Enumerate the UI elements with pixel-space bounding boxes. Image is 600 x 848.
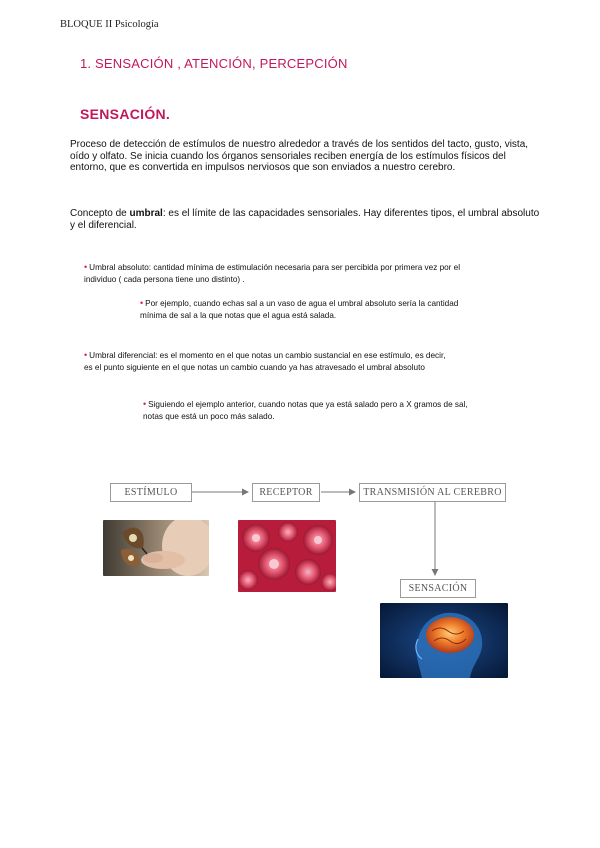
section-title: 1. SENSACIÓN , ATENCIÓN, PERCEPCIÓN xyxy=(80,56,348,71)
bullet-text: Umbral absoluto: cantidad mínima de estimulación necesaria para ser percibida por primera vez por el individuo ( cada persona tiene uno distinto) . xyxy=(84,263,461,284)
bullet-text: Umbral diferencial: es el momento en el que notas un cambio sustancial en ese estímulo, es decir, es el punto siguiente en el que notas un cambio cuando ya has atravesado el umbral absoluto xyxy=(84,351,446,372)
brain-photo xyxy=(380,603,508,678)
bullet-dot-icon: • xyxy=(84,350,88,360)
butterfly-on-hand-photo xyxy=(103,520,209,576)
box-receptor: RECEPTOR xyxy=(252,483,320,502)
subheading-sensacion: SENSACIÓN. xyxy=(80,106,171,122)
bullet-dot-icon: • xyxy=(140,298,144,308)
threshold-term: umbral xyxy=(129,208,163,219)
definition-paragraph: Proceso de detección de estímulos de nuestro alrededor a través de los sentidos del tacto, gusto, vista, oído y olfato. Se inicia cuando los órganos sensoriales reciben energía de los estímulos físicos del entorno, que es convertida en impulsos nerviosos que son enviados a nuestro cerebro. xyxy=(70,139,529,173)
red-cells-photo xyxy=(238,520,336,592)
bullet-dot-icon: • xyxy=(143,399,147,409)
bullet-dot-icon: • xyxy=(84,262,88,272)
threshold-suffix: : es el límite de las capacidades sensoriales. Hay diferentes tipos, el umbral absoluto y el diferencial. xyxy=(70,208,540,231)
box-sensacion: SENSACIÓN xyxy=(400,579,476,598)
box-transmision: TRANSMISIÓN AL CEREBRO xyxy=(359,483,506,502)
page-header: BLOQUE II Psicología xyxy=(60,19,159,30)
bullet-text: Siguiendo el ejemplo anterior, cuando notas que ya está salado pero a X gramos de sal, notas que está un poco más salado. xyxy=(143,400,468,421)
threshold-prefix: Concepto de xyxy=(70,208,130,219)
box-estimulo: ESTÍMULO xyxy=(110,483,192,502)
bullet-text: Por ejemplo, cuando echas sal a un vaso de agua el umbral absoluto sería la cantidad mínima de sal a la que notas que el agua está salada. xyxy=(140,299,459,320)
